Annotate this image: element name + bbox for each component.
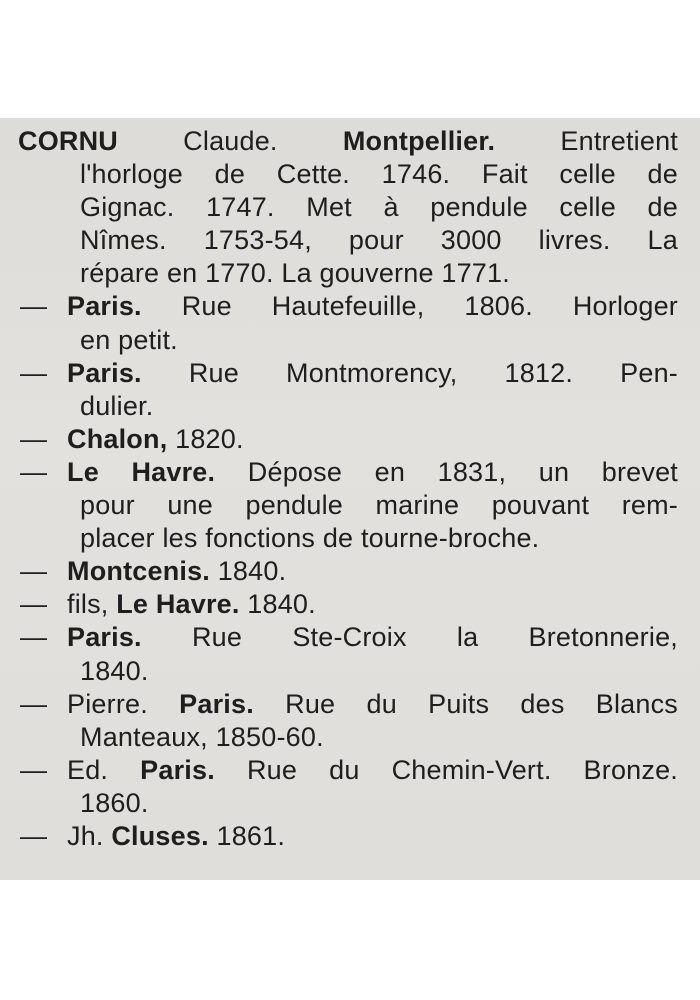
entry-text: 1840.: [80, 655, 149, 686]
em-dash: —: [20, 357, 48, 388]
entry-line: [80, 191, 678, 224]
place-name: Paris.: [67, 622, 142, 653]
em-dash: —: [20, 456, 48, 487]
em-dash: —: [20, 423, 48, 454]
em-dash: —: [20, 589, 48, 620]
place-name: Chalon,: [67, 423, 168, 454]
sub-entry-line: [67, 688, 678, 721]
sub-entry-line: [80, 489, 678, 522]
sub-entry-line: [80, 787, 678, 820]
em-dash: —: [20, 622, 48, 653]
entry-text: 1840.: [239, 589, 316, 620]
em-dash: —: [20, 820, 48, 851]
sub-entry: [0, 688, 700, 754]
place-name: Le Havre.: [116, 589, 240, 620]
entry-text: fils,: [67, 589, 117, 620]
entry-text: répare en 1770. La gouverne 1771.: [80, 258, 510, 289]
entry-text: Jh.: [67, 820, 112, 851]
entry-line: [18, 125, 678, 158]
entry-text: placer les fonctions de tourne-broche.: [80, 523, 540, 554]
sub-entry-line: [80, 655, 678, 688]
entry-text: 1860.: [80, 787, 149, 818]
sub-entry-line: [80, 721, 678, 754]
entry-text: Rue Hautefeuille, 1806. Horloger: [141, 291, 678, 322]
entry-text: Rue Montmorency, 1812. Pen-: [141, 357, 678, 388]
sub-entry-line: [67, 754, 678, 787]
em-dash: —: [20, 556, 48, 587]
place-name: Cluses.: [111, 820, 209, 851]
entry-text: Pierre.: [67, 688, 180, 719]
sub-entry-line: [67, 423, 678, 456]
em-dash: —: [20, 688, 48, 719]
entry-text: 1861.: [208, 820, 286, 851]
entry-text: Gignac. 1747. Met à pendule celle de: [80, 192, 678, 223]
entry-text: l'horloge de Cette. 1746. Fait celle de: [80, 159, 678, 190]
entry-line: [80, 257, 678, 290]
sub-entry-line: [80, 324, 678, 357]
sub-entry-line: [67, 588, 678, 621]
sub-entry: [0, 820, 700, 853]
entry-text: dulier.: [80, 390, 154, 421]
place-name: Montpellier.: [342, 126, 496, 156]
place-name: Paris.: [140, 754, 215, 785]
entry-text: Ed.: [67, 754, 141, 785]
sub-entry-line: [67, 555, 678, 588]
entry-text: en petit.: [80, 324, 178, 355]
sub-entry-line: [67, 621, 678, 654]
em-dash: —: [20, 754, 48, 785]
sub-entry: [0, 456, 700, 555]
entry-text: Dépose en 1831, un brevet: [215, 456, 678, 487]
sub-entry-line: [67, 820, 678, 853]
sub-entry: [0, 621, 700, 687]
entry-text: Entretient: [495, 126, 678, 156]
place-name: Le Havre.: [67, 456, 216, 487]
entry-text: pour une pendule marine pouvant rem-: [80, 490, 678, 521]
sub-entry-line: [80, 390, 678, 423]
entry-line: [80, 224, 678, 257]
entry-text: Rue du Puits des Blancs: [253, 688, 679, 719]
sub-entry-line: [67, 456, 678, 489]
em-dash: —: [20, 291, 48, 322]
entry-text: Nîmes. 1753-54, pour 3000 livres. La: [80, 225, 678, 256]
place-name: Montcenis.: [67, 556, 211, 587]
place-name: Paris.: [179, 688, 254, 719]
sub-entry: [0, 588, 700, 621]
place-name: Paris.: [67, 357, 142, 388]
entry-line: [80, 158, 678, 191]
sub-entry-line: [67, 290, 678, 323]
place-name: Paris.: [67, 291, 142, 322]
main-entry: [0, 125, 700, 290]
entry-text: Manteaux, 1850-60.: [80, 721, 324, 752]
sub-entry: [0, 423, 700, 456]
sub-entry: [0, 555, 700, 588]
entry-text: Rue Ste-Croix la Bretonnerie,: [141, 622, 678, 653]
sub-entry: [0, 290, 700, 356]
sub-entry: [0, 754, 700, 820]
dictionary-entry-cornu: [0, 125, 700, 853]
sub-entry-line: [67, 357, 678, 390]
sub-entry: [0, 357, 700, 423]
entry-text: Rue du Chemin-Vert. Bronze.: [214, 754, 678, 785]
place-name: CORNU: [18, 126, 118, 156]
entry-text: 1840.: [210, 556, 287, 587]
entry-text: 1820.: [167, 423, 244, 454]
entry-text: Claude.: [118, 126, 343, 156]
sub-entry-line: [80, 522, 678, 555]
